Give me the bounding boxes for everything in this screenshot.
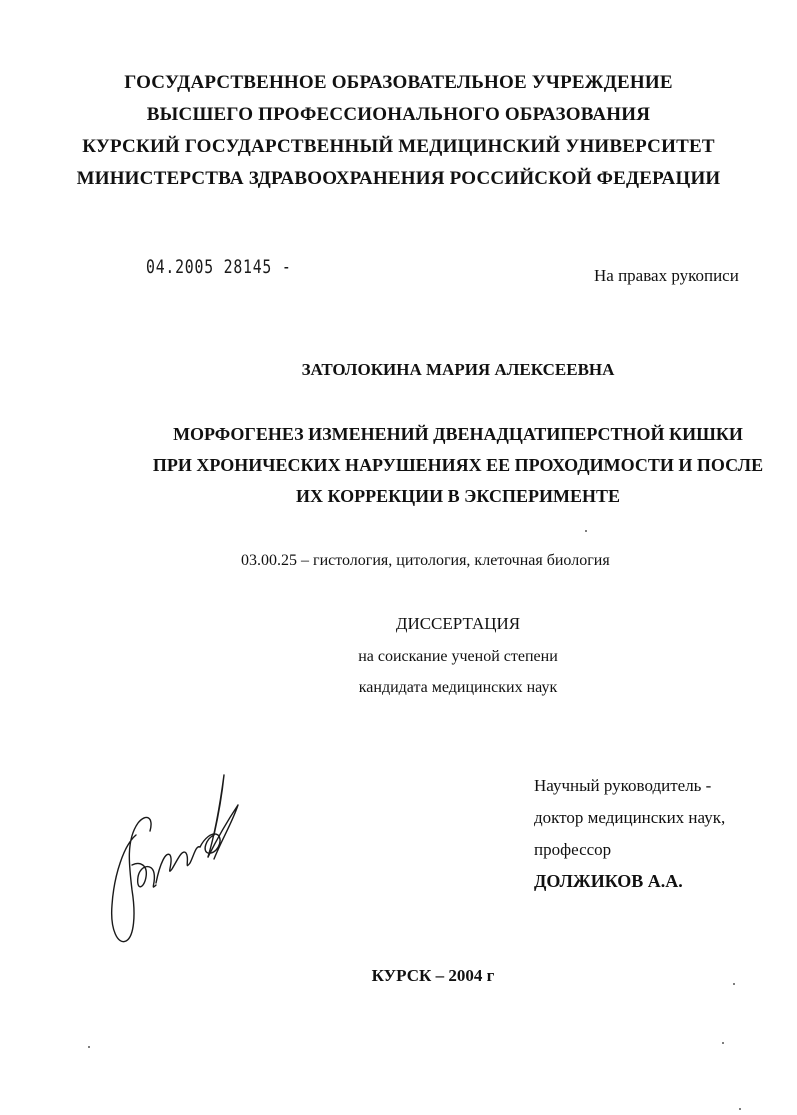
degree-line-2: кандидата медицинских наук xyxy=(358,679,558,696)
scan-speck xyxy=(739,1108,741,1110)
title-line-1: МОРФОГЕНЕЗ ИЗМЕНЕНИЙ ДВЕНАДЦАТИПЕРСТНОЙ КИШКИ xyxy=(173,424,743,444)
specialty-code: 03.00.25 – гистология, цитология, клеточная биология xyxy=(241,552,610,569)
supervisor-rank: профессор xyxy=(534,840,612,859)
author-name: ЗАТОЛОКИНА МАРИЯ АЛЕКСЕЕВНА xyxy=(301,360,615,379)
supervisor-degree: доктор медицинских наук, xyxy=(534,808,726,827)
manuscript-note: На правах рукописи xyxy=(594,266,739,285)
institution-line-3: КУРСКИЙ ГОСУДАРСТВЕННЫЙ МЕДИЦИНСКИЙ УНИВЕРСИТЕТ xyxy=(82,136,715,157)
degree-line-1: на соискание ученой степени xyxy=(358,648,558,665)
supervisor-name: ДОЛЖИКОВ А.А. xyxy=(534,871,683,891)
scan-speck xyxy=(585,530,587,532)
title-line-3: ИХ КОРРЕКЦИИ В ЭКСПЕРИМЕНТЕ xyxy=(296,486,620,506)
registry-stamp: 04.2005 28145 - xyxy=(146,256,292,278)
title-line-2: ПРИ ХРОНИЧЕСКИХ НАРУШЕНИЯХ ЕЕ ПРОХОДИМОСТИ И ПОСЛЕ xyxy=(152,455,764,475)
scan-speck xyxy=(722,1042,724,1044)
handwritten-signature xyxy=(96,765,256,955)
city-year: КУРСК – 2004 г xyxy=(371,966,495,985)
institution-line-2: ВЫСШЕГО ПРОФЕССИОНАЛЬНОГО ОБРАЗОВАНИЯ xyxy=(146,104,651,125)
scan-speck xyxy=(88,1046,90,1048)
institution-line-4: МИНИСТЕРСТВА ЗДРАВООХРАНЕНИЯ РОССИЙСКОЙ ФЕДЕРАЦИИ xyxy=(76,168,721,189)
institution-line-1: ГОСУДАРСТВЕННОЕ ОБРАЗОВАТЕЛЬНОЕ УЧРЕЖДЕНИЕ xyxy=(124,72,673,93)
scan-speck xyxy=(733,983,735,985)
supervisor-role: Научный руководитель - xyxy=(534,776,712,795)
dissertation-label: ДИССЕРТАЦИЯ xyxy=(395,614,521,633)
